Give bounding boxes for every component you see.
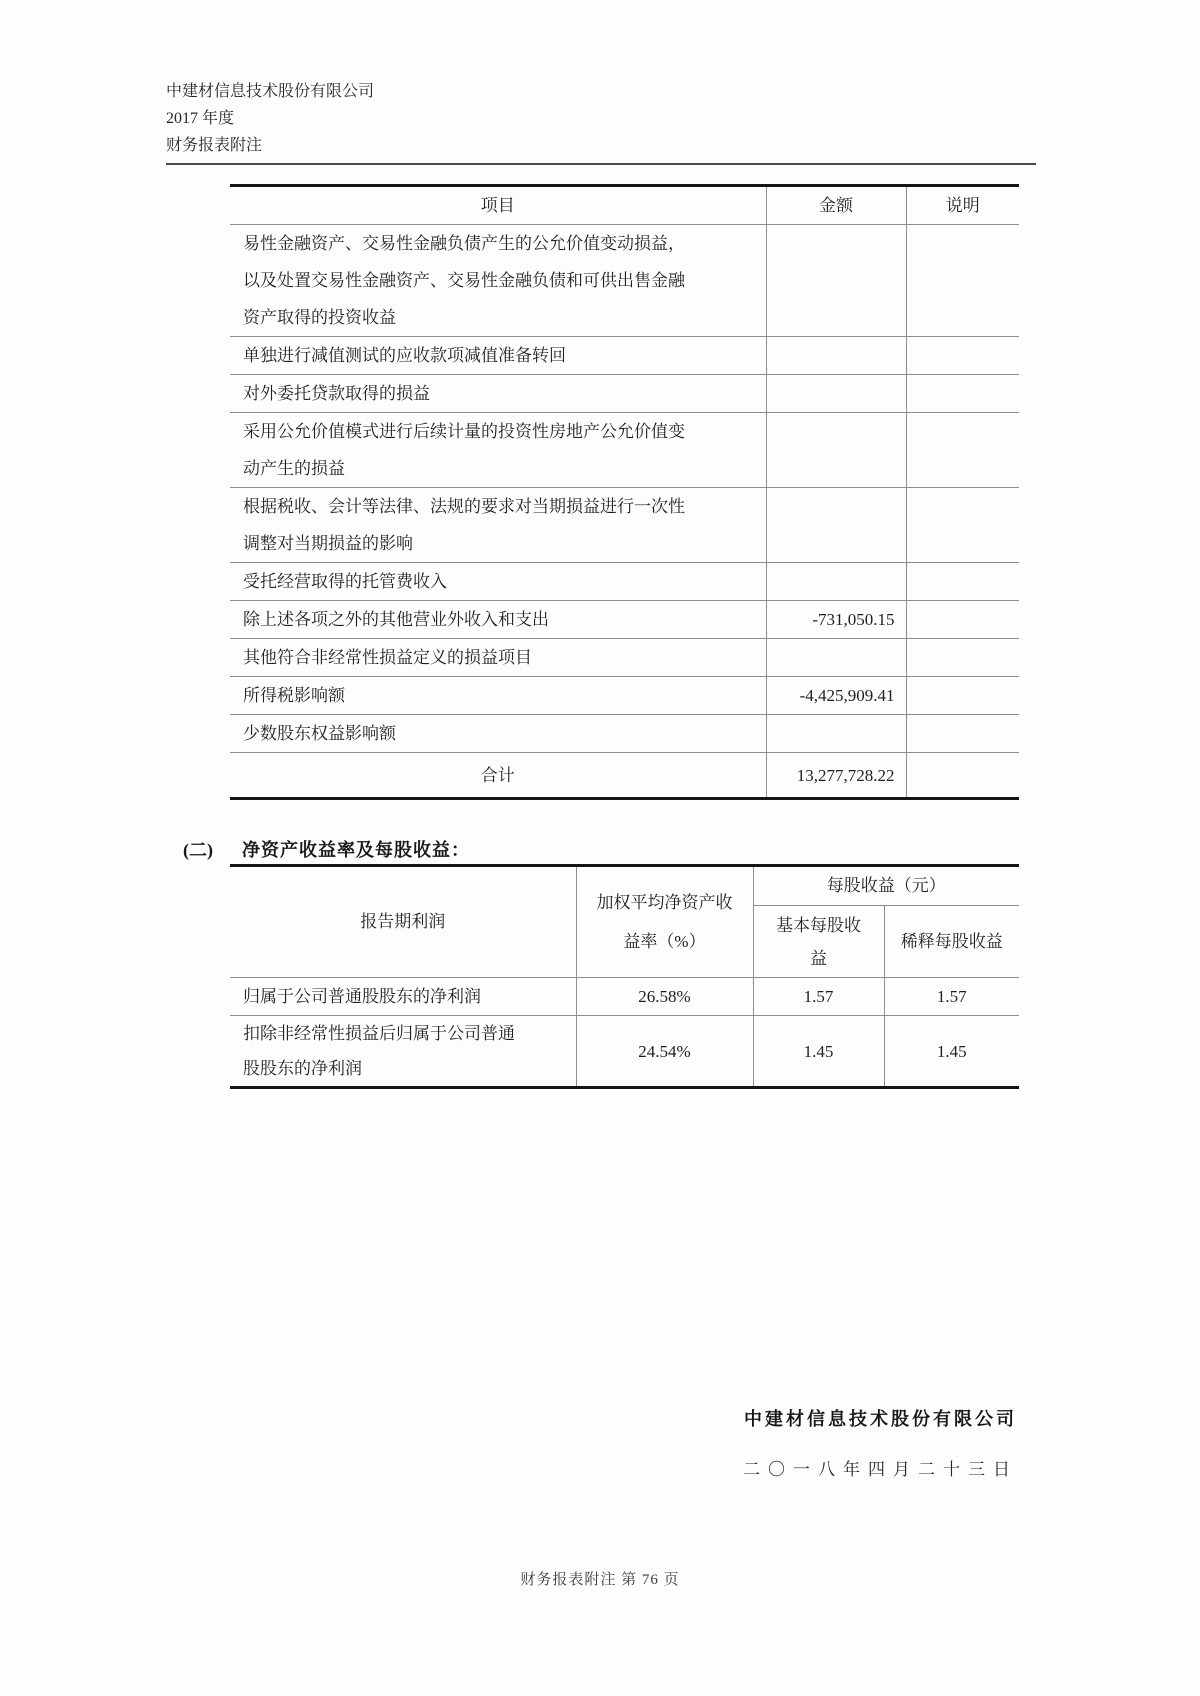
total-amount: 13,277,728.22	[766, 753, 906, 799]
column-header-item: 项目	[230, 186, 766, 225]
section-title: 净资产收益率及每股收益：	[242, 840, 470, 860]
item-cell: 除上述各项之外的其他营业外收入和支出	[230, 601, 766, 639]
table-total-row	[230, 753, 1019, 799]
document-header	[166, 78, 1036, 165]
header-fiscal-year: 2017 年度	[166, 110, 235, 127]
column-header-diluted-eps: 稀释每股收益	[884, 906, 1019, 978]
note-cell	[906, 413, 1019, 488]
note-cell	[906, 715, 1019, 753]
note-cell	[906, 337, 1019, 375]
amount-cell: -731,050.15	[766, 601, 906, 639]
non-recurring-items-table	[230, 184, 1019, 800]
column-header-note: 说明	[906, 186, 1019, 225]
item-cell: 采用公允价值模式进行后续计量的投资性房地产公允价值变动产生的损益	[230, 413, 766, 488]
table-row	[230, 225, 1019, 337]
column-header-amount: 金额	[766, 186, 906, 225]
diluted-eps-value: 1.57	[884, 978, 1019, 1016]
row-label: 扣除非经常性损益后归属于公司普通股股东的净利润	[230, 1016, 576, 1088]
table-row	[230, 978, 1019, 1016]
column-header-roe: 加权平均净资产收益率（%）	[576, 866, 753, 978]
item-cell: 易性金融资产、交易性金融负债产生的公允价值变动损益，以及处置交易性金融资产、交易性金融负债和可供出售金融资产取得的投资收益	[230, 225, 766, 337]
table-row	[230, 563, 1019, 601]
total-note	[906, 753, 1019, 799]
table-row	[230, 337, 1019, 375]
amount-cell	[766, 639, 906, 677]
table-row	[230, 677, 1019, 715]
section-heading	[183, 836, 470, 862]
column-header-basic-eps: 基本每股收益	[753, 906, 884, 978]
section-index: (二)	[183, 840, 213, 860]
note-cell	[906, 639, 1019, 677]
roe-value: 26.58%	[576, 978, 753, 1016]
roe-eps-table	[230, 864, 1019, 1089]
item-cell: 所得税影响额	[230, 677, 766, 715]
amount-cell	[766, 488, 906, 563]
amount-cell	[766, 413, 906, 488]
note-cell	[906, 601, 1019, 639]
page-footer	[0, 1568, 1200, 1589]
roe-value: 24.54%	[576, 1016, 753, 1088]
item-cell: 少数股东权益影响额	[230, 715, 766, 753]
table-row	[230, 601, 1019, 639]
note-cell	[906, 488, 1019, 563]
basic-eps-value: 1.45	[753, 1016, 884, 1088]
basic-eps-value: 1.57	[753, 978, 884, 1016]
signature-block	[743, 1406, 1018, 1482]
diluted-eps-value: 1.45	[884, 1016, 1019, 1088]
table-header-row	[230, 186, 1019, 225]
column-header-eps-group: 每股收益（元）	[753, 866, 1019, 906]
header-company-name: 中建材信息技术股份有限公司	[166, 83, 375, 100]
amount-cell	[766, 225, 906, 337]
page-footer-text: 财务报表附注 第 76 页	[520, 1572, 680, 1588]
table-row	[230, 639, 1019, 677]
note-cell	[906, 225, 1019, 337]
table-row	[230, 488, 1019, 563]
signature-date: 二〇一八年四月二十三日	[743, 1460, 1018, 1479]
table-header-row-1	[230, 866, 1019, 906]
item-cell: 对外委托贷款取得的损益	[230, 375, 766, 413]
header-divider-line	[166, 163, 1036, 165]
table-row	[230, 413, 1019, 488]
amount-cell	[766, 375, 906, 413]
table-row	[230, 715, 1019, 753]
column-header-report-profit: 报告期利润	[230, 866, 576, 978]
note-cell	[906, 563, 1019, 601]
amount-cell: -4,425,909.41	[766, 677, 906, 715]
item-cell: 单独进行减值测试的应收款项减值准备转回	[230, 337, 766, 375]
table-row	[230, 1016, 1019, 1088]
item-cell: 其他符合非经常性损益定义的损益项目	[230, 639, 766, 677]
amount-cell	[766, 337, 906, 375]
item-cell: 根据税收、会计等法律、法规的要求对当期损益进行一次性调整对当期损益的影响	[230, 488, 766, 563]
note-cell	[906, 677, 1019, 715]
table-row	[230, 375, 1019, 413]
signature-company-name: 中建材信息技术股份有限公司	[744, 1409, 1017, 1429]
item-cell: 受托经营取得的托管费收入	[230, 563, 766, 601]
amount-cell	[766, 715, 906, 753]
total-label: 合计	[230, 753, 766, 799]
amount-cell	[766, 563, 906, 601]
note-cell	[906, 375, 1019, 413]
row-label: 归属于公司普通股股东的净利润	[230, 978, 576, 1016]
header-doc-title: 财务报表附注	[166, 137, 263, 154]
